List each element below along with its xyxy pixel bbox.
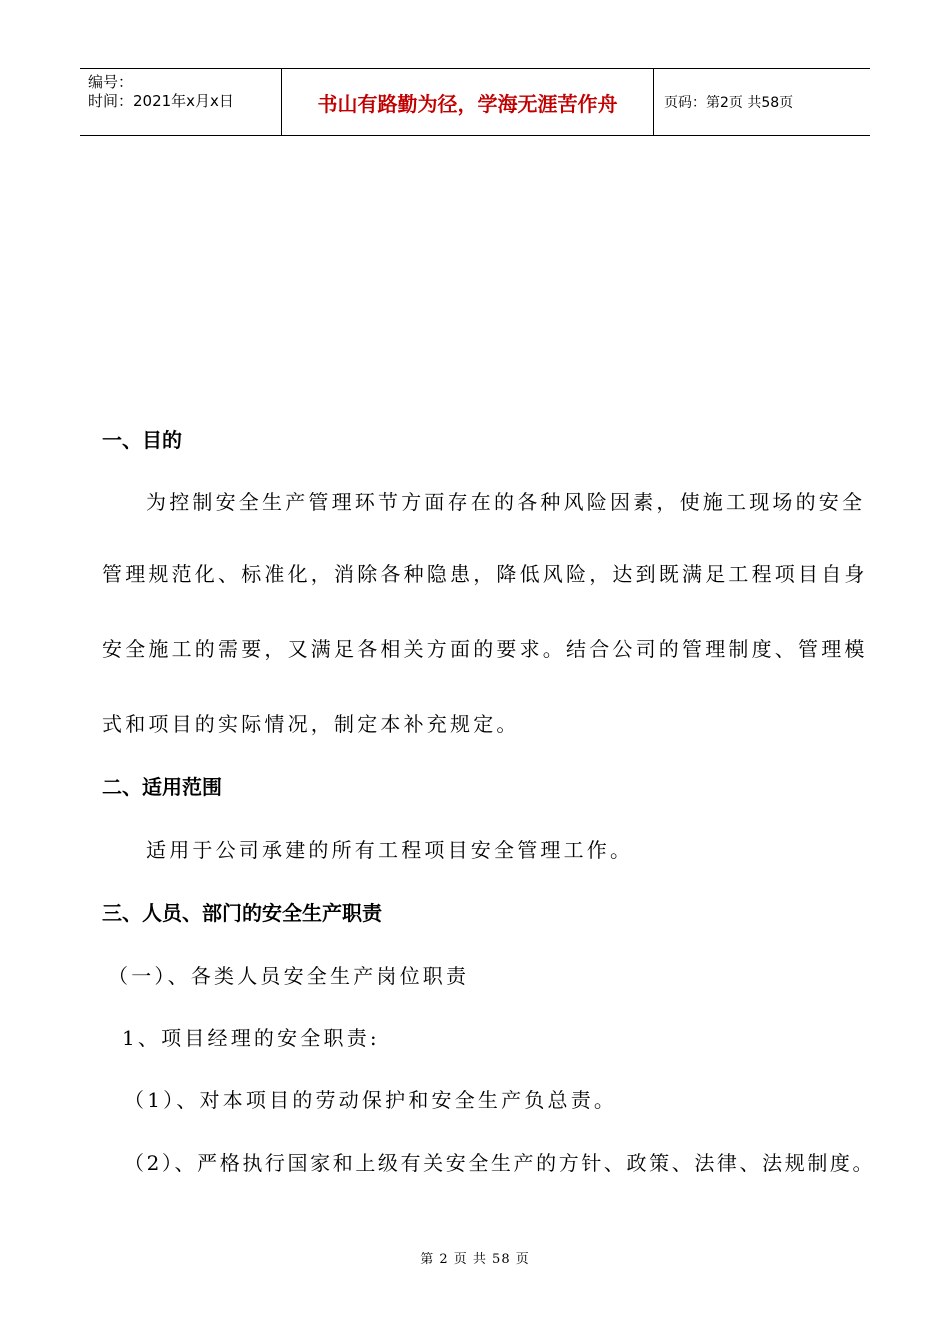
document-number-label: 编号： (88, 73, 134, 91)
list-item: （2）、严格执行国家和上级有关安全生产的方针、政策、法律、法规制度。 (124, 1151, 876, 1175)
paragraph-line: 安全施工的需要，又满足各相关方面的要求。结合公司的管理制度、管理模 (102, 637, 868, 661)
section-heading-scope: 二、适用范围 (102, 775, 222, 799)
paragraph-line: 为控制安全生产管理环节方面存在的各种风险因素，使施工现场的安全 (146, 490, 866, 514)
document-date-label: 时间：2021年x月x日 (88, 92, 234, 110)
header-motto: 书山有路勤为径，学海无涯苦作舟 (282, 69, 654, 135)
section-heading-responsibilities: 三、人员、部门的安全生产职责 (102, 901, 382, 925)
paragraph-line: 式和项目的实际情况，制定本补充规定。 (102, 712, 520, 736)
list-item: （1）、对本项目的劳动保护和安全生产负总责。 (124, 1088, 618, 1112)
header-meta-cell (80, 69, 282, 135)
list-item-heading: 1、项目经理的安全职责: (122, 1026, 380, 1050)
paragraph-line: 管理规范化、标准化，消除各种隐患，降低风险，达到既满足工程项目自身 (102, 562, 868, 586)
document-header (80, 68, 870, 136)
header-page-info: 页码：第2页 共58页 (664, 95, 794, 111)
paragraph-line: 适用于公司承建的所有工程项目安全管理工作。 (146, 838, 634, 862)
page-footer: 第 2 页 共 58 页 (420, 1252, 530, 1267)
subsection-heading: （一）、各类人员安全生产岗位职责 (108, 964, 470, 988)
section-heading-purpose: 一、目的 (102, 428, 182, 452)
